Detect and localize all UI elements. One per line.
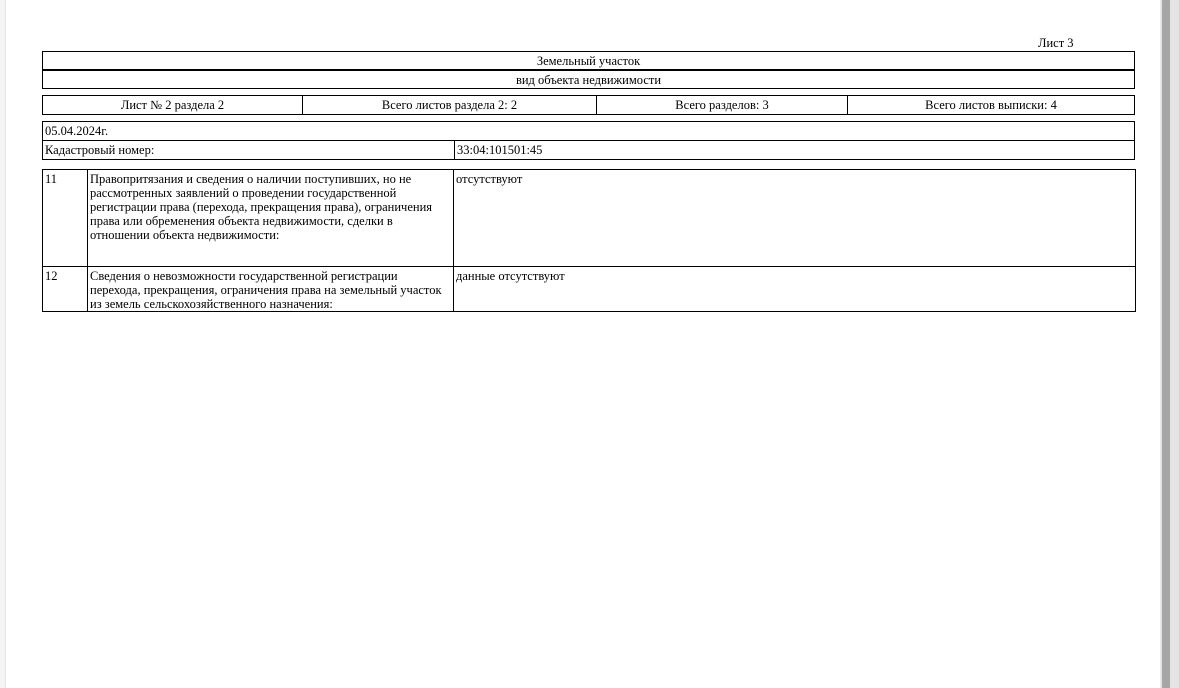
row-number: 12 — [43, 267, 88, 312]
cadastral-value: 33:04:101501:45 — [457, 143, 543, 157]
row-value: данные отсутствуют — [454, 267, 1136, 312]
cadastral-row — [42, 140, 1135, 160]
rights-table — [42, 169, 1136, 312]
table-row — [43, 170, 1136, 267]
total-sections: Всего разделов: 3 — [597, 96, 848, 114]
summary-row — [42, 95, 1135, 115]
document-page — [6, 0, 1160, 688]
object-title: Земельный участок — [42, 51, 1135, 70]
cadastral-label: Кадастровый номер: — [43, 141, 455, 159]
table-row — [43, 267, 1136, 312]
sheet-of-section: Лист № 2 раздела 2 — [43, 96, 303, 114]
sheet-number: Лист 3 — [1038, 36, 1074, 50]
scrollbar-thumb[interactable] — [1162, 0, 1170, 688]
row-label: Сведения о невозможности государственной регистрации перехода, прекращения, ограничения права на земельный участок из земель сельскохозяйственного назначения: — [88, 267, 454, 312]
row-label: Правопритязания и сведения о наличии поступивших, но не рассмотренных заявлений о проведении государственной регистрации права (перехода, прекращения права), ограничения права или обременения объекта недвижимости, сделки в отношении объекта недвижимости: — [88, 170, 454, 267]
row-number: 11 — [43, 170, 88, 267]
total-sheets-extract: Всего листов выписки: 4 — [925, 98, 1057, 112]
row-value: отсутствуют — [454, 170, 1136, 267]
total-sheets-section: Всего листов раздела 2: 2 — [303, 96, 597, 114]
extract-date: 05.04.2024г. — [42, 121, 1135, 141]
object-kind: вид объекта недвижимости — [42, 70, 1135, 89]
